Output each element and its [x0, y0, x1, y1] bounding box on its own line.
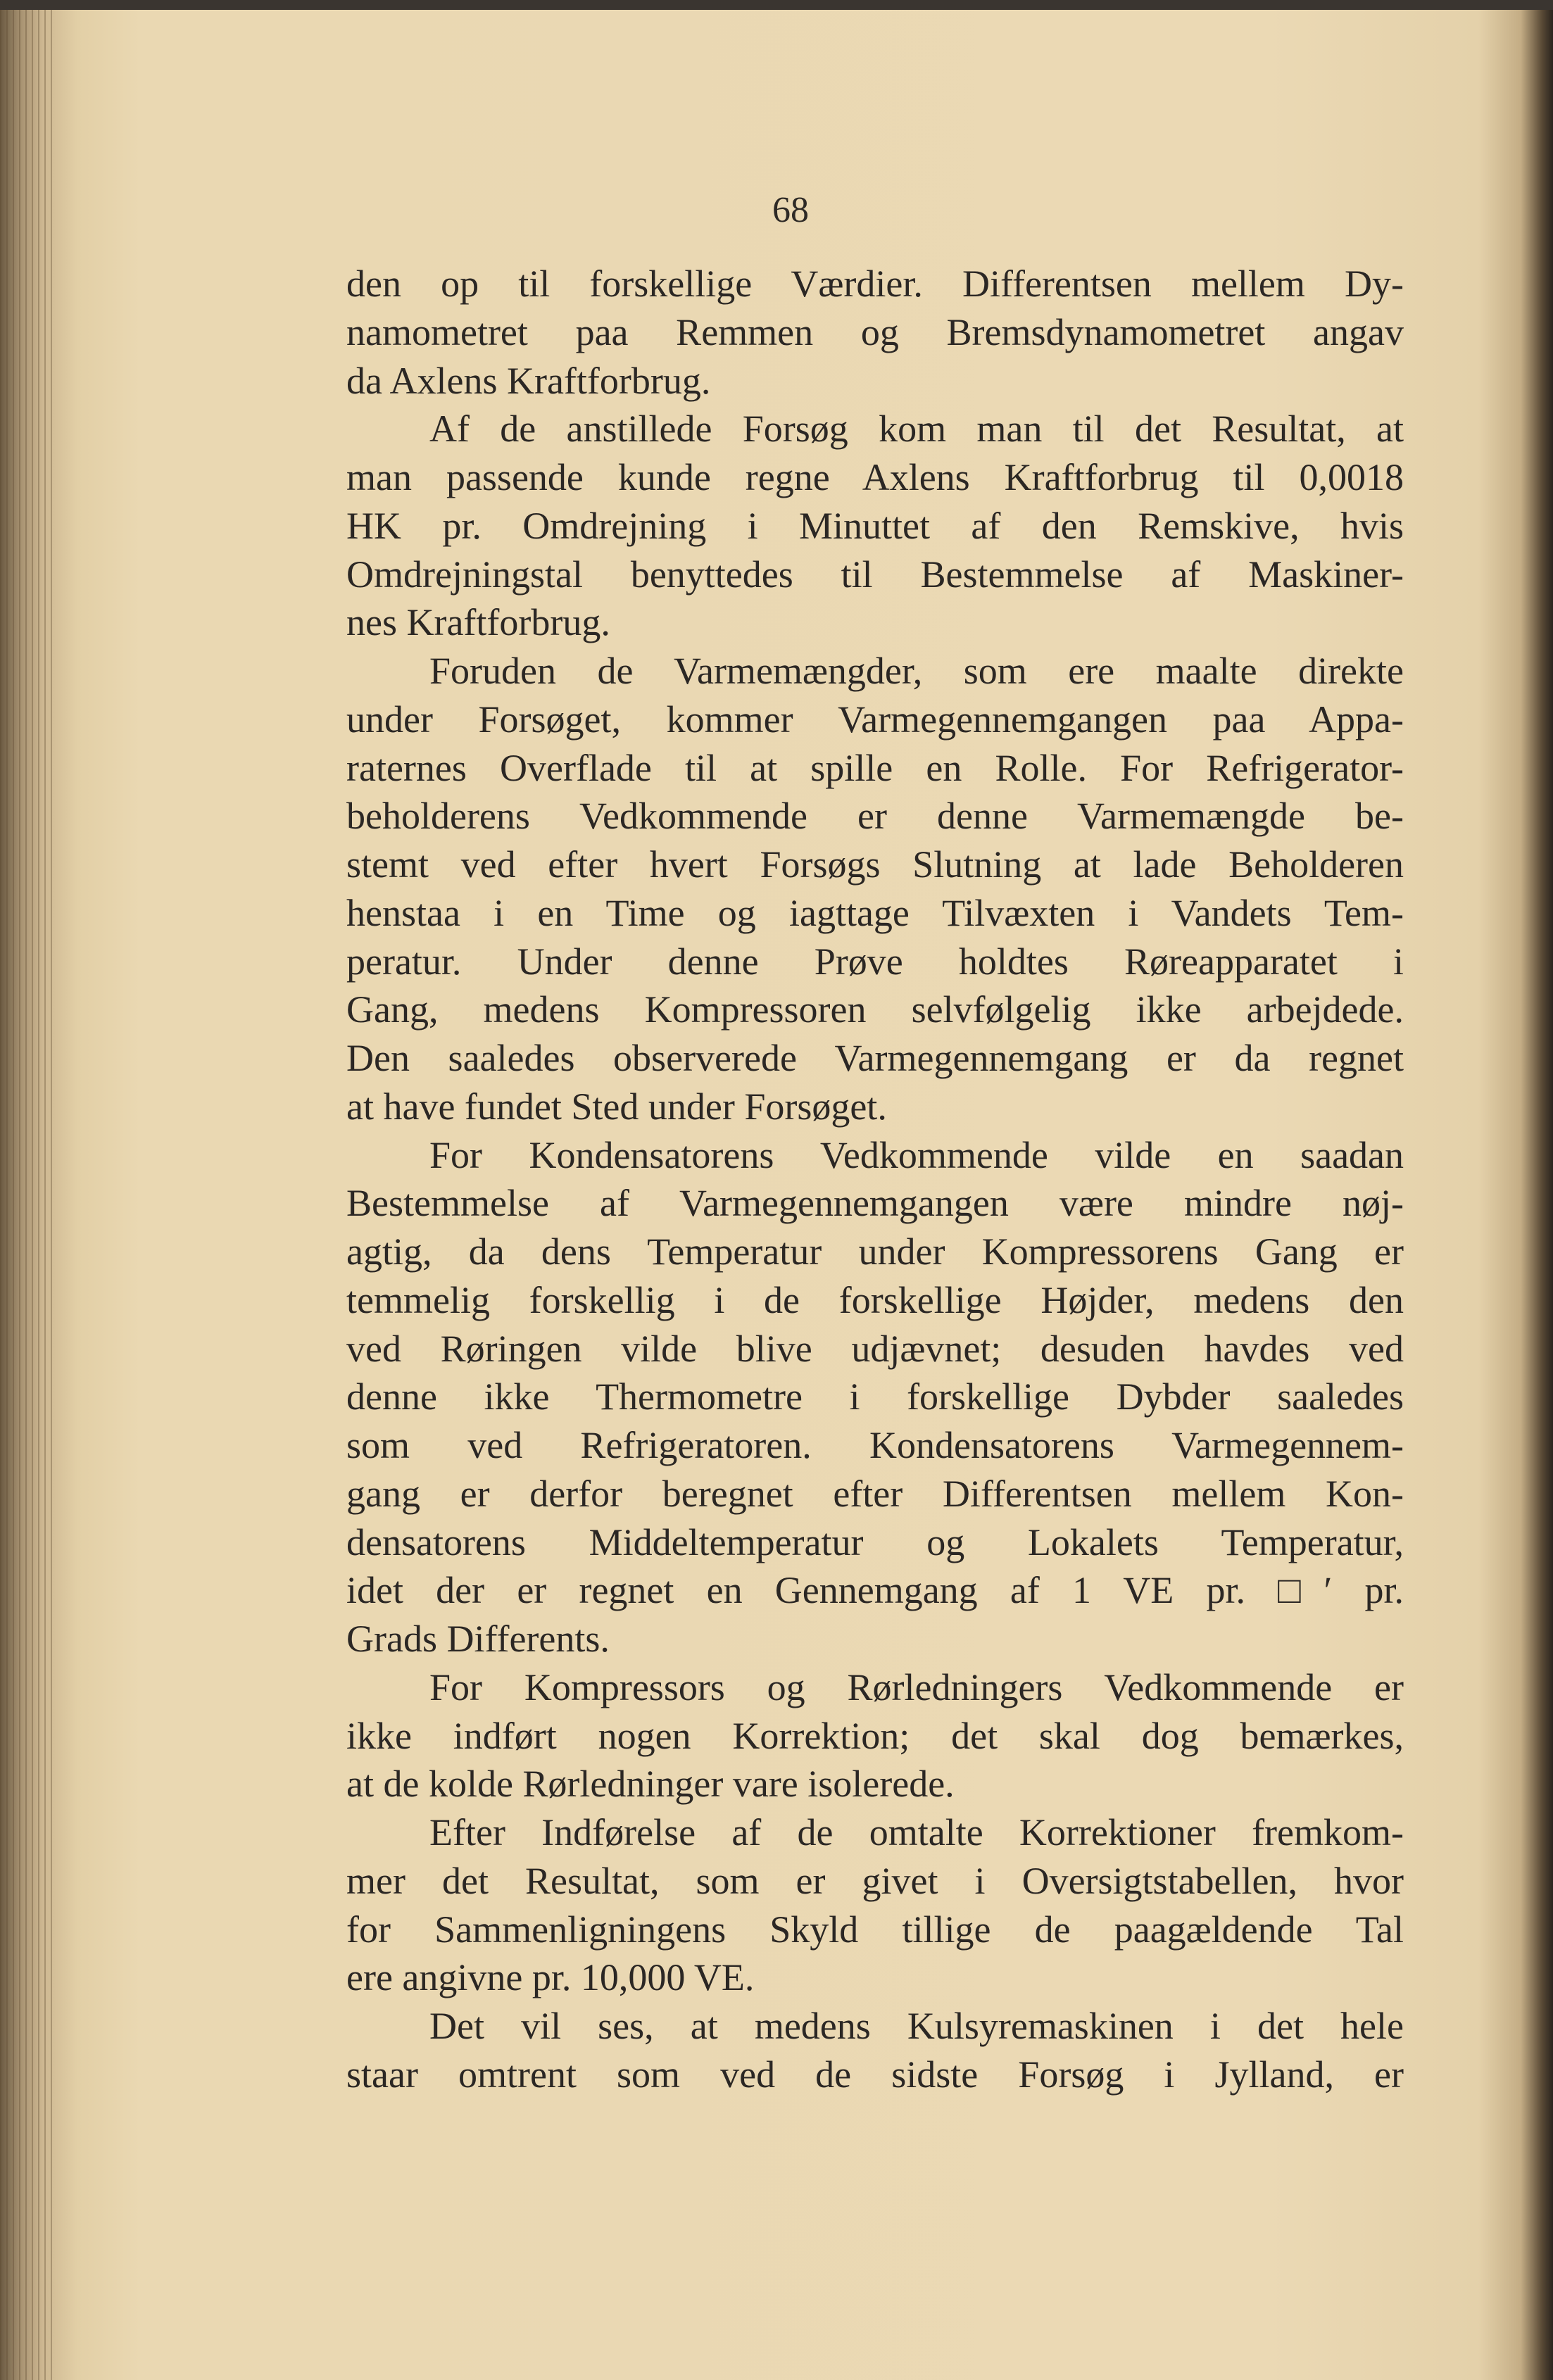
text-line: man passende kunde regne Axlens Kraftforbrug til 0,0018 — [346, 456, 1404, 498]
text-line: for Sammenligningens Skyld tillige de paagældende Tal — [346, 1908, 1404, 1951]
text-line: idet der er regnet en Gennemgang af 1 VE pr. □′ pr. — [346, 1569, 1404, 1612]
page-number: 68 — [772, 190, 809, 230]
text-line: Foruden de Varmemængder, som ere maalte direkte — [429, 650, 1404, 692]
body-text — [346, 260, 1404, 2099]
text-line: Grads Differents. — [346, 1618, 610, 1660]
paragraph — [346, 1663, 1404, 1808]
paragraph — [346, 1808, 1404, 2002]
text-line: raternes Overflade til at spille en Rolle. For Refrigerator- — [346, 746, 1404, 789]
text-line: HK pr. Omdrejning i Minuttet af den Remskive, hvis — [346, 504, 1404, 547]
book-page — [0, 10, 1553, 2380]
text-line: peratur. Under denne Prøve holdtes Røreapparatet i — [346, 940, 1404, 983]
paragraph — [346, 260, 1404, 405]
text-line: henstaa i en Time og iagttage Tilvæxten i Vandets Tem- — [346, 891, 1404, 934]
text-line: Bestemmelse af Varmegennemgangen være mindre nøj- — [346, 1182, 1404, 1225]
paragraph — [346, 2002, 1404, 2099]
text-line: beholderens Vedkommende er denne Varmemængde be- — [346, 795, 1404, 838]
text-line: denne ikke Thermometre i forskellige Dybder saaledes — [346, 1375, 1404, 1418]
text-line: stemt ved efter hvert Forsøgs Slutning at lade Beholderen — [346, 843, 1404, 886]
text-line: nes Kraftforbrug. — [346, 601, 610, 644]
text-line: Omdrejningstal benyttedes til Bestemmelse af Maskiner- — [346, 553, 1404, 596]
text-line: ikke indført nogen Korrektion; det skal dog bemærkes, — [346, 1714, 1404, 1757]
text-line: Det vil ses, at medens Kulsyremaskinen i det hele — [429, 2005, 1404, 2047]
text-line: staar omtrent som ved de sidste Forsøg i Jylland, er — [346, 2053, 1404, 2096]
text-line: ved Røringen vilde blive udjævnet; desuden havdes ved — [346, 1327, 1404, 1370]
text-line: under Forsøget, kommer Varmegennemgangen paa Appa- — [346, 698, 1404, 741]
text-line: agtig, da dens Temperatur under Kompressorens Gang er — [346, 1230, 1404, 1273]
text-line: namometret paa Remmen og Bremsdynamometret angav — [346, 310, 1404, 353]
book-binding-edge — [0, 10, 56, 2380]
text-line: Den saaledes observerede Varmegennemgang er da regnet — [346, 1037, 1404, 1079]
text-line: For Kondensatorens Vedkommende vilde en saadan — [429, 1133, 1404, 1176]
text-line: at de kolde Rørledninger vare isolerede. — [346, 1763, 955, 1806]
text-line: For Kompressors og Rørledningers Vedkommende er — [429, 1666, 1404, 1708]
text-line: Efter Indførelse af de omtalte Korrektioner fremkom- — [429, 1811, 1404, 1853]
text-line: Gang, medens Kompressoren selvfølgelig ikke arbejdede. — [346, 988, 1404, 1031]
paragraph — [346, 647, 1404, 1131]
text-line: gang er derfor beregnet efter Differentsen mellem Kon- — [346, 1472, 1404, 1515]
text-line: som ved Refrigeratoren. Kondensatorens Varmegennem- — [346, 1424, 1404, 1466]
text-line: densatorens Middeltemperatur og Lokalets Temperatur, — [346, 1520, 1404, 1563]
paragraph — [346, 1131, 1404, 1663]
text-line: temmelig forskellig i de forskellige Højder, medens den — [346, 1278, 1404, 1321]
paragraph — [346, 405, 1404, 647]
text-line: mer det Resultat, som er givet i Oversigtstabellen, hvor — [346, 1859, 1404, 1902]
text-line: Af de anstillede Forsøg kom man til det Resultat, at — [429, 408, 1404, 451]
text-line: da Axlens Kraftforbrug. — [346, 359, 711, 402]
text-line: at have fundet Sted under Forsøget. — [346, 1085, 887, 1128]
text-line: ere angivne pr. 10,000 VE. — [346, 1956, 755, 1999]
text-line: den op til forskellige Værdier. Differentsen mellem Dy- — [346, 263, 1404, 305]
